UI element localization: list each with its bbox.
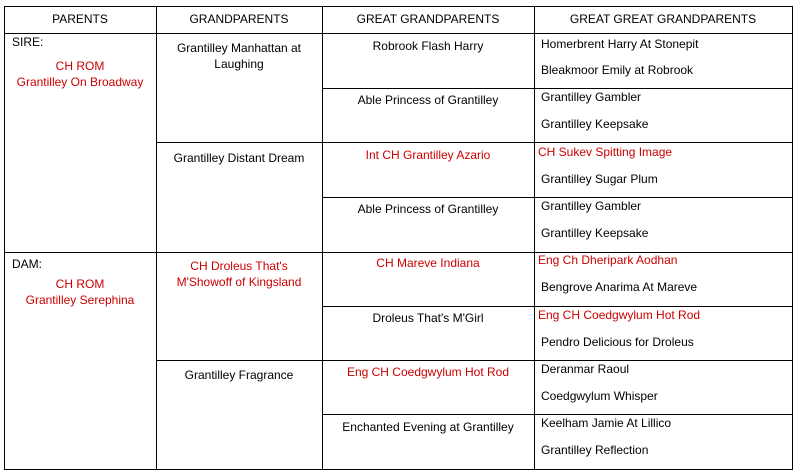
great-great-grandparent-12: Pendro Delicious for Droleus — [541, 335, 694, 349]
dam-title[interactable]: CH ROM — [55, 277, 105, 291]
great-great-grandparent-16: Grantilley Reflection — [541, 443, 649, 457]
sire-name[interactable]: Grantilley On Broadway — [16, 75, 144, 89]
great-great-grandparent-2: Bleakmoor Emily at Robrook — [541, 63, 694, 77]
gp-divider-1 — [156, 142, 793, 143]
col-divider-3 — [534, 6, 535, 470]
header-divider — [4, 33, 793, 34]
great-grandparent-3[interactable]: Int CH Grantilley Azario — [365, 148, 491, 162]
great-grandparent-6: Droleus That's M'Girl — [372, 311, 484, 325]
dam-label: DAM: — [12, 257, 42, 271]
great-great-grandparent-15: Keelham Jamie At Lillico — [541, 416, 672, 430]
sire-label: SIRE: — [12, 35, 44, 49]
pedigree-table — [4, 6, 793, 470]
great-grandparent-2: Able Princess of Grantilley — [357, 93, 499, 107]
great-great-grandparent-10: Bengrove Anarima At Mareve — [541, 280, 698, 294]
great-great-grandparent-8: Grantilley Keepsake — [541, 226, 649, 240]
header-great-great-grandparents: GREAT GREAT GRANDPARENTS — [569, 12, 757, 26]
table-border-bottom — [4, 469, 793, 470]
grandparent-1-line1: Grantilley Manhattan at — [176, 41, 302, 55]
grandparent-4: Grantilley Fragrance — [184, 368, 294, 382]
great-great-grandparent-9[interactable]: Eng Ch Dheripark Aodhan — [538, 253, 678, 267]
great-great-grandparent-11[interactable]: Eng CH Coedgwylum Hot Rod — [538, 308, 701, 322]
col-divider-1 — [156, 6, 157, 470]
grandparent-2: Grantilley Distant Dream — [173, 151, 305, 165]
great-great-grandparent-5[interactable]: CH Sukev Spitting Image — [538, 145, 673, 159]
great-grandparent-1: Robrook Flash Harry — [372, 39, 484, 53]
great-great-grandparent-6: Grantilley Sugar Plum — [541, 172, 658, 186]
great-great-grandparent-13: Deranmar Raoul — [541, 362, 630, 376]
great-grandparent-5[interactable]: CH Mareve Indiana — [376, 256, 480, 270]
table-border-right — [792, 6, 793, 470]
great-great-grandparent-1: Homerbrent Harry At Stonepit — [541, 37, 699, 51]
great-grandparent-7[interactable]: Eng CH Coedgwylum Hot Rod — [346, 365, 510, 379]
dam-name[interactable]: Grantilley Serephina — [25, 293, 135, 307]
grandparent-3-line2[interactable]: M'Showoff of Kingsland — [176, 275, 302, 289]
great-great-grandparent-3: Grantilley Gambler — [541, 90, 642, 104]
header-parents: PARENTS — [52, 12, 108, 26]
great-great-grandparent-7: Grantilley Gambler — [541, 199, 642, 213]
col-divider-2 — [322, 6, 323, 470]
header-great-grandparents: GREAT GRANDPARENTS — [356, 12, 500, 26]
great-grandparent-4: Able Princess of Grantilley — [357, 202, 499, 216]
great-grandparent-8: Enchanted Evening at Grantilley — [342, 420, 514, 434]
grandparent-3-line1[interactable]: CH Droleus That's — [190, 259, 288, 273]
gp-divider-2 — [156, 360, 793, 361]
grandparent-1-line2: Laughing — [214, 57, 264, 71]
great-great-grandparent-4: Grantilley Keepsake — [541, 117, 649, 131]
great-great-grandparent-14: Coedgwylum Whisper — [541, 389, 658, 403]
sire-title[interactable]: CH ROM — [55, 59, 105, 73]
header-grandparents: GRANDPARENTS — [189, 12, 289, 26]
